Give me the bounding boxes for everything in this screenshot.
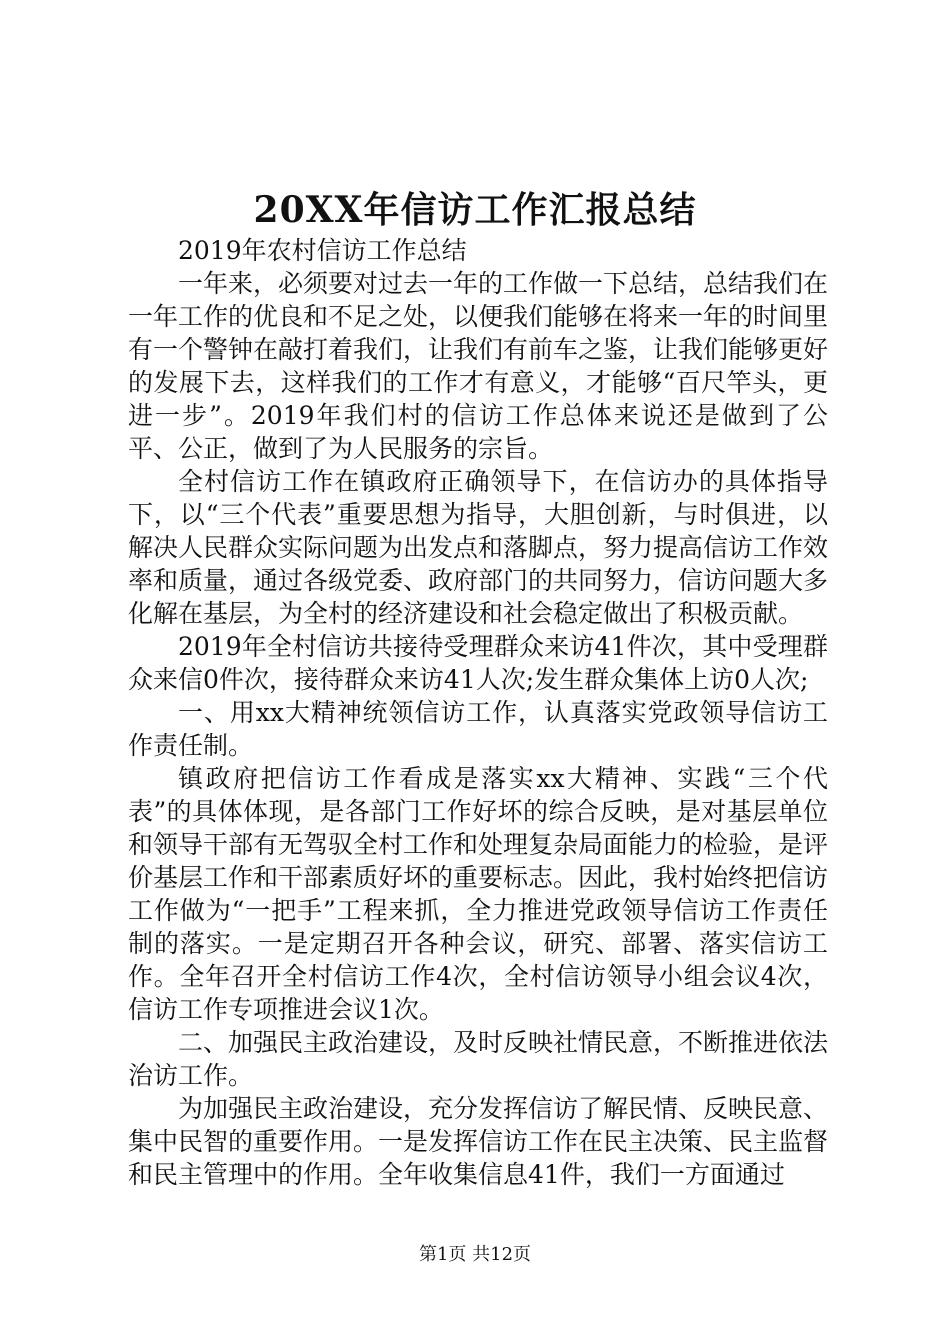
- paragraph-intro: 一年来，必须要对过去一年的工作做一下总结，总结我们在一年工作的优良和不足之处，以便我们能够在将来一年的时间里有一个警钟在敲打着我们，让我们有前车之鉴，让我们能够更好的发展下去，这样我们的工作才有意义，才能够“百尺竿头，更进一步”。2019年我们村的信访工作总体来说还是做到了公平、公正，做到了为人民服务的宗旨。: [128, 269, 829, 463]
- page-number-footer: 第1页 共12页: [418, 1244, 532, 1265]
- paragraph-statistics: 2019年全村信访共接待受理群众来访41件次，其中受理群众来信0件次，接待群众来访41人次;发生群众集体上访0人次;: [128, 632, 828, 694]
- paragraph-section-1: 镇政府把信访工作看成是落实xx大精神、实践“三个代表”的具体体现，是各部门工作好坏的综合反映，是对基层单位和领导干部有无驾驭全村工作和处理复杂局面能力的检验，是评价基层工作和干部素质好坏的重要标志。因此，我村始终把信访工作做为“一把手”工程来抓，全力推进党政领导信访工作责任制的落实。一是定期召开各种会议，研究、部署、落实信访工作。全年召开全村信访工作4次，全村信访领导小组会议4次，信访工作专项推进会议1次。: [128, 764, 829, 1024]
- section-heading-1: 一、用xx大精神统领信访工作，认真落实党政领导信访工作责任制。: [128, 698, 828, 760]
- section-heading-2: 二、加强民主政治建设，及时反映社情民意，不断推进依法治访工作。: [128, 1028, 829, 1090]
- document-body: [128, 234, 828, 1191]
- document-title: 20XX年信访工作汇报总结: [253, 189, 697, 231]
- paragraph-subtitle: 2019年农村信访工作总结: [178, 236, 467, 265]
- paragraph-section-2: 为加强民主政治建设，充分发挥信访了解民情、反映民意、集中民智的重要作用。一是发挥信访工作在民主决策、民主监督和民主管理中的作用。全年收集信息41件，我们一方面通过: [128, 1094, 829, 1189]
- paragraph-overview: 全村信访工作在镇政府正确领导下，在信访办的具体指导下，以“三个代表”重要思想为指导，大胆创新，与时俱进，以解决人民群众实际问题为出发点和落脚点，努力提高信访工作效率和质量，通过各级党委、政府部门的共同努力，信访问题大多化解在基层，为全村的经济建设和社会稳定做出了积极贡献。: [128, 467, 829, 628]
